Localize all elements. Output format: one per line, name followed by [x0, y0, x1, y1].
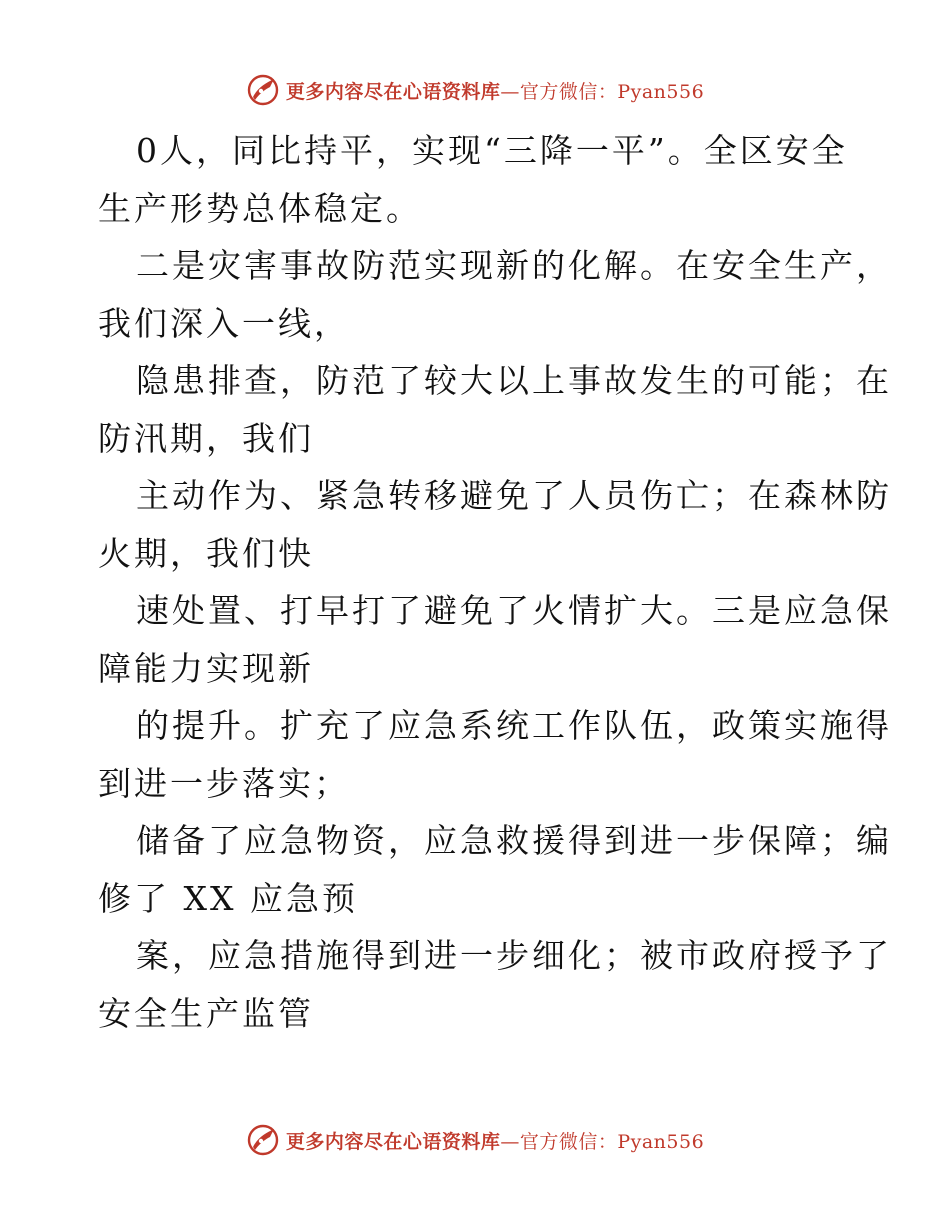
body-line: 火期，我们快 [98, 533, 314, 573]
pen-logo-icon [246, 1123, 280, 1157]
body-line: 到进一步落实； [98, 763, 350, 803]
body-line: 案，应急措施得到进一步细化；被市政府授予了 [136, 936, 892, 975]
body-line: 生产形势总体稳定。 [98, 188, 422, 228]
body-line: 的提升。扩充了应急系统工作队伍，政策实施得 [136, 706, 892, 745]
body-line: 储备了应急物资，应急救援得到进一步保障；编 [136, 821, 892, 860]
body-line: 二是灾害事故防范实现新的化解。在安全生产， [136, 246, 892, 285]
watermark-text [286, 1127, 704, 1154]
pen-logo-icon [246, 73, 280, 107]
body-line: 速处置、打早打了避免了火情扩大。三是应急保 [136, 591, 892, 630]
body-line: 主动作为、紧急转移避免了人员伤亡；在森林防 [136, 476, 892, 515]
document-body [98, 122, 892, 1042]
header-watermark [0, 70, 950, 110]
watermark-wechat-text: —官方微信：Pyan556 [500, 1130, 705, 1153]
watermark-main-text: 更多内容尽在心语资料库 [285, 80, 501, 103]
body-line: 我们深入一线， [98, 303, 350, 343]
body-line: 0人，同比持平，实现“三降一平”。全区安全 [136, 131, 848, 170]
footer-watermark [0, 1120, 950, 1160]
body-line: 修了 XX 应急预 [98, 878, 358, 918]
watermark-main-text: 更多内容尽在心语资料库 [285, 1130, 501, 1153]
body-line: 防汛期，我们 [98, 418, 314, 458]
body-line: 障能力实现新 [98, 648, 314, 688]
watermark-text [286, 77, 704, 104]
body-line: 安全生产监管 [98, 993, 314, 1033]
body-line: 隐患排查，防范了较大以上事故发生的可能；在 [136, 361, 892, 400]
watermark-wechat-text: —官方微信：Pyan556 [500, 80, 705, 103]
